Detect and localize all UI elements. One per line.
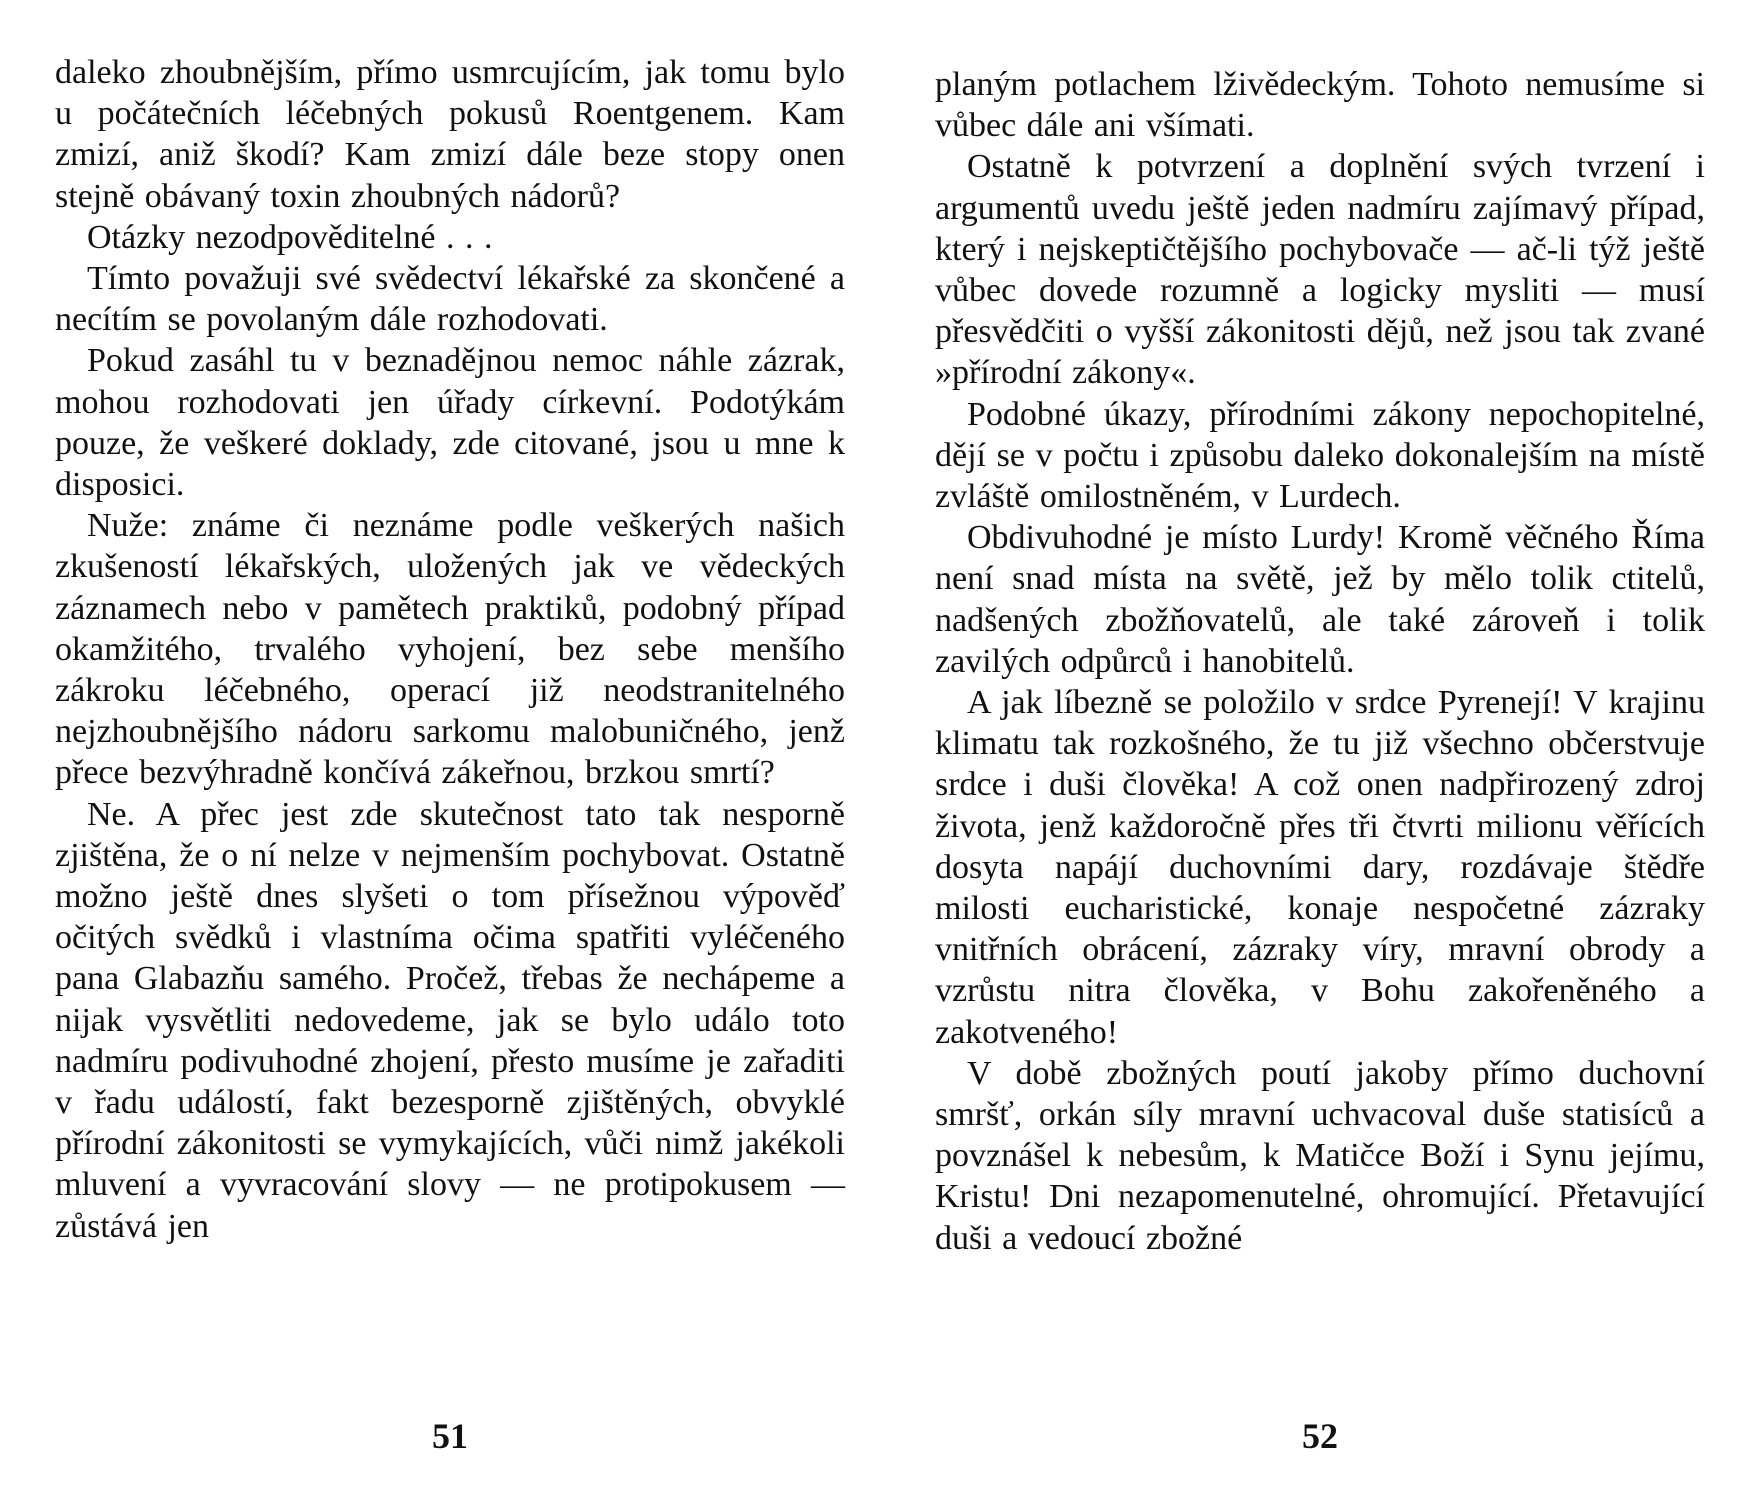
page-number-left: 51	[432, 1416, 468, 1456]
left-page	[55, 52, 845, 1247]
paragraph: Nuže: známe či neznáme podle veškerých našich zkušeností lékařských, uložených jak ve vědeckých záznamech nebo v pamětech praktiků, podobný případ okamžitého, trvalého vyhojení, bez sebe menšího zákroku léčebného, operací již neodstranitelného nejzhoubnějšího nádoru sarkomu malobuničného, jenž přece bezvýhradně končívá zákeřnou, brzkou smrtí?	[55, 507, 845, 792]
paragraph: Ostatně k potvrzení a doplnění svých tvrzení i argumentů uvedu ještě jeden nadmíru zajímavý případ, který i nejskeptičtějšího pochybovače — ač-li týž ještě vůbec dovede rozumně a logicky mysliti — musí přesvědčiti o vyšší zákonitosti dějů, než jsou tak zvané »přírodní zákony«.	[935, 148, 1705, 392]
paragraph: Otázky nezodpověditelné . . .	[87, 218, 493, 256]
paragraph: planým potlachem lživědeckým. Tohoto nemusíme si vůbec dále ani všímati.	[935, 66, 1705, 145]
paragraph: Ne. A přec jest zde skutečnost tato tak nesporně zjištěna, že o ní nelze v nejmenším pochybovat. Ostatně možno ještě dnes slyšeti o tom přísežnou výpověď očitých svědků i vlastníma očima spatřiti vyléčeného pana Glabazňu samého. Pročež, třebas že nechápeme a nijak vysvětliti nedovedeme, jak se bylo událo toto nadmíru podivuhodné zhojení, přesto musíme je zařaditi v řadu událostí, fakt bezesporně zjištěných, obvyklé přírodní zákonitosti se vymykajících, vůči nimž jakékoli mluvení a vyvracování slovy — ne protipokusem — zůstává jen	[55, 795, 845, 1245]
paragraph: Podobné úkazy, přírodními zákony nepochopitelné, dějí se v počtu i způsobu daleko dokonalejším na místě zvláště omilostněném, v Lurdech.	[935, 395, 1705, 516]
paragraph: A jak líbezně se položilo v srdce Pyrenejí! V krajinu klimatu tak rozkošného, že tu již všechno občerstvuje srdce i duši člověka! A což onen nadpřirozený zdroj života, jenž každoročně přes tři čtvrti milionu věřících dosyta napájí duchovními dary, rozdávaje štědře milosti eucharistické, konaje nespočetné zázraky vnitřních obrácení, zázraky víry, mravní obrody a vzrůstu nitra člověka, v Bohu zakořeněného a zakotveného!	[935, 684, 1705, 1051]
paragraph: V době zbožných poutí jakoby přímo duchovní smršť, orkán síly mravní uchvacoval duše statisíců a povznášel k nebesům, k Matičce Boží i Synu jejímu, Kristu! Dni nezapomenutelné, ohromující. Přetavující duši a vedoucí zbožné	[935, 1054, 1705, 1257]
right-page	[935, 64, 1705, 1259]
paragraph: Tímto považuji své svědectví lékařské za skončené a necítím se povolaným dále rozhodovati.	[55, 260, 845, 339]
paragraph: Pokud zasáhl tu v beznadějnou nemoc náhle zázrak, mohou rozhodovati jen úřady církevní. Podotýkám pouze, že veškeré doklady, zde citované, jsou u mne k disposici.	[55, 342, 845, 504]
paragraph: Obdivuhodné je místo Lurdy! Kromě věčného Říma není snad místa na světě, jež by mělo tolik ctitelů, nadšených zbožňovatelů, ale také zároveň i tolik zavilých odpůrců i hanobitelů.	[935, 519, 1705, 680]
page-number-right: 52	[1302, 1416, 1338, 1456]
paragraph: daleko zhoubnějším, přímo usmrcujícím, jak tomu bylo u počátečních léčebných pokusů Roentgenem. Kam zmizí, aniž škodí? Kam zmizí dále beze stopy onen stejně obávaný toxin zhoubných nádorů?	[55, 54, 845, 215]
